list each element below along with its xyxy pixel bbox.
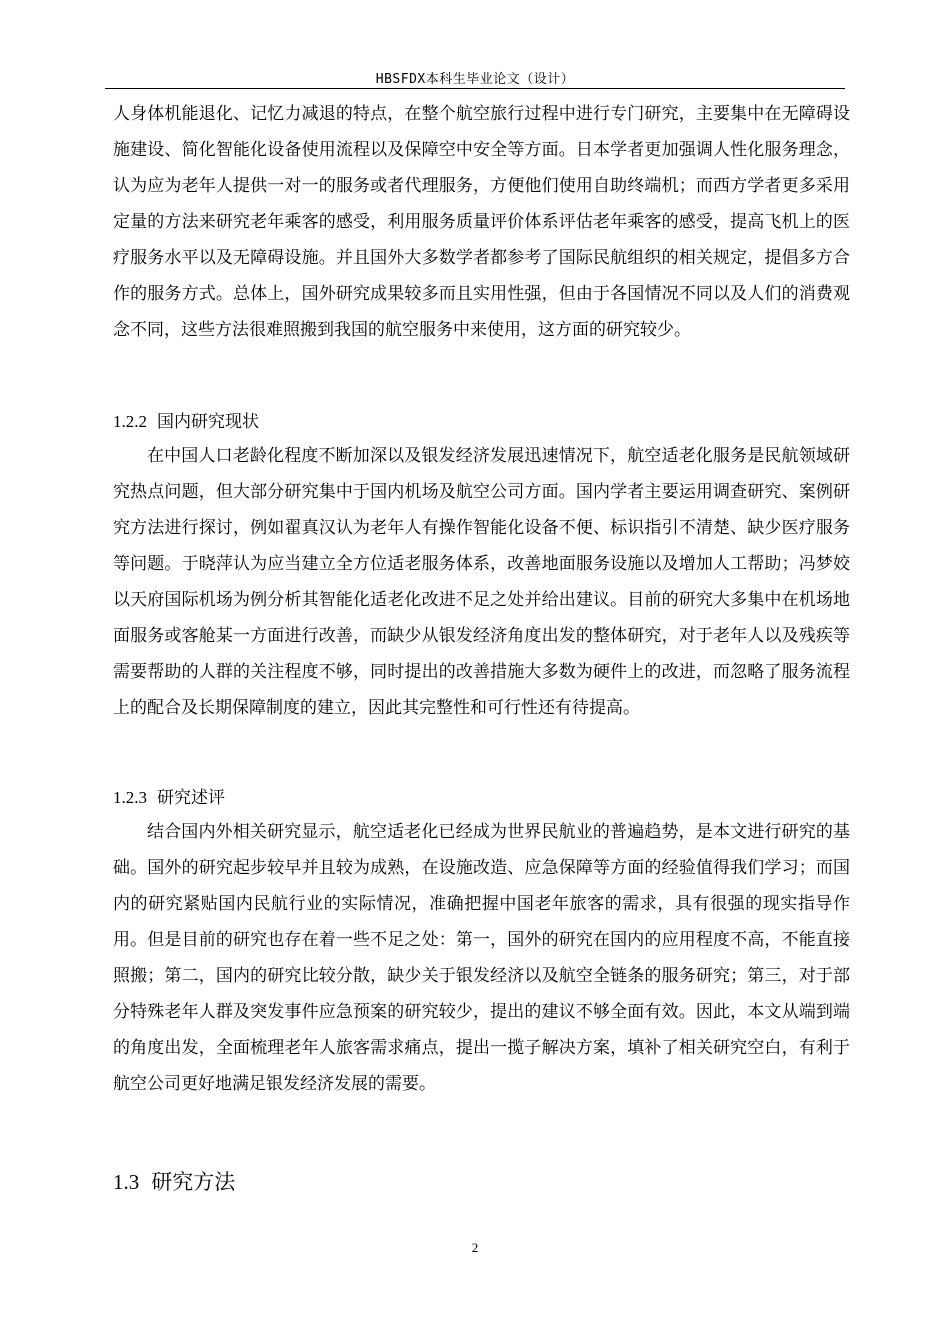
- section-title: 国内研究现状: [157, 412, 259, 432]
- section-number: 1.2.3: [113, 788, 147, 807]
- header-divider: [105, 88, 845, 89]
- section-number: 1.2.2: [113, 412, 147, 431]
- section-heading-1-2-2: [113, 410, 259, 434]
- page-number: 2: [471, 1240, 479, 1255]
- paragraph-domestic-research: 在中国人口老龄化程度不断加深以及银发经济发展迅速情况下，航空适老化服务是民航领域研究热点问题，但大部分研究集中于国内机场及航空公司方面。国内学者主要运用调查研究、案例研究方法进行探讨，例如翟真汉认为老年人有操作智能化设备不便、标识指引不清楚、缺少医疗服务等问题。于晓萍认为应当建立全方位适老服务体系，改善地面服务设施以及增加人工帮助；冯梦姣以天府国际机场为例分析其智能化适老化改进不足之处并给出建议。目前的研究大多集中在机场地面服务或客舱某一方面进行改善，而缺少从银发经济角度出发的整体研究，对于老年人以及残疾等需要帮助的人群的关注程度不够，同时提出的改善措施大多数为硬件上的改进，而忽略了服务流程上的配合及长期保障制度的建立，因此其完整性和可行性还有待提高。: [113, 446, 850, 718]
- running-header: HBSFDX本科生毕业论文（设计）: [375, 72, 575, 87]
- section-title: 研究述评: [157, 788, 225, 808]
- paragraph-research-review: 结合国内外相关研究显示，航空适老化已经成为世界民航业的普遍趋势，是本文进行研究的基础。国外的研究起步较早并且较为成熟，在设施改造、应急保障等方面的经验值得我们学习；而国内的研究紧贴国内民航行业的实际情况，准确把握中国老年旅客的需求，具有很强的现实指导作用。但是目前的研究也存在着一些不足之处：第一，国外的研究在国内的应用程度不高，不能直接照搬；第二，国内的研究比较分散，缺少关于银发经济以及航空全链条的服务研究；第三，对于部分特殊老年人群及突发事件应急预案的研究较少，提出的建议不够全面有效。因此，本文从端到端的角度出发，全面梳理老年人旅客需求痛点，提出一揽子解决方案，填补了相关研究空白，有利于航空公司更好地满足银发经济发展的需要。: [113, 822, 850, 1094]
- section-heading-1-2-3: [113, 786, 225, 810]
- section-number: 1.3: [113, 1170, 140, 1194]
- paragraph-foreign-research-cont: 人身体机能退化、记忆力减退的特点，在整个航空旅行过程中进行专门研究，主要集中在无障碍设施建设、简化智能化设备使用流程以及保障空中安全等方面。日本学者更加强调人性化服务理念，认为应为老年人提供一对一的服务或者代理服务，方便他们使用自助终端机；而西方学者更多采用定量的方法来研究老年乘客的感受，利用服务质量评价体系评估老年乘客的感受，提高飞机上的医疗服务水平以及无障碍设施。并且国外大多数学者都参考了国际民航组织的相关规定，提倡多方合作的服务方式。总体上，国外研究成果较多而且实用性强，但由于各国情况不同以及人们的消费观念不同，这些方法很难照搬到我国的航空服务中来使用，这方面的研究较少。: [113, 104, 850, 340]
- section-title: 研究方法: [151, 1170, 236, 1194]
- section-heading-1-3: [113, 1167, 235, 1197]
